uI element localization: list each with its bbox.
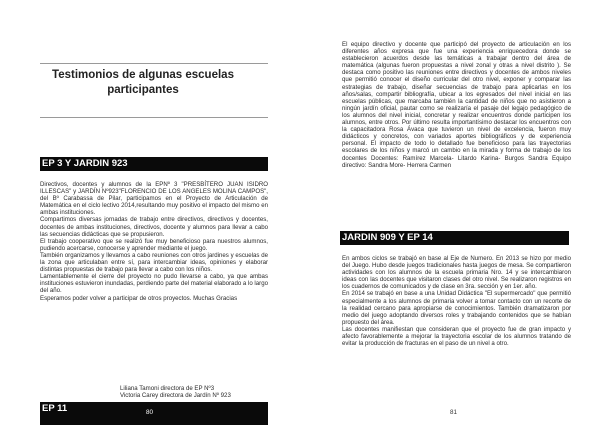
page-number: 81 <box>450 409 458 416</box>
section-paragraph: Las docentes manifiestan que consideran que el proyecto fue de gran impacto y afecto favorablemente a mejorar la trayectoria escolar de los alumnos tratando de evitar la producción de fracturas en el paso de un nivel a otro. <box>342 325 571 348</box>
page-number: 80 <box>146 409 154 416</box>
section1-paragraph: Compartimos diversas jornadas de trabajo entre directivos, directivos y docentes, docentes de ambas instituciones, directivos, docente y alumnos para llevar a cabo las secuencias didácticas que se propusieron. <box>40 216 268 238</box>
section1-body <box>40 181 268 302</box>
right-page <box>300 0 600 425</box>
section-paragraph: En ambos ciclos se trabajó en base al Eje de Numero. En 2013 se hizo por medio del Juego. Hubo desde juegos tradicionales hasta juegos de mesa. Se compartieron actividades con los alumnos de la escuela primaria Nro. 14 y se intercambiaron ideas con las docentes que visitaron clases del otro nivel. Se realizaron registros en los cuadernos de comunicados y de clase en 3ra. sección y en 1er. año. <box>342 255 571 291</box>
signature-line: Liliana Tamoni directora de EP Nº3 <box>120 385 215 392</box>
section1-paragraph: También organizamos y llevamos a cabo reuniones con otros jardines y escuelas de la zona que articulaban entre sí, para intercambiar ideas, opiniones y elaborar distintas propuestas de trabajo para llevar a cabo con los niños. <box>40 251 268 274</box>
intro-body <box>342 41 571 169</box>
intro-paragraph: El equipo directivo y docente que participó del proyecto de articulación en los diferentes años expresa que fue una experiencia enriquecedora donde se establecieron acuerdos desde las temáticas a trabajar dentro del área de matemática (algunas fueron propuestas a nivel zonal y otras a nivel distrito ). Se destaca como positivo las reuniones entre directivos y docentes de ambos niveles que permitió conocer el diseño curricular del otro nivel, exponer y comparar las estrategias de trabajo, diseñar secuencias de trabajo para aplicarlas en los años/salas, compartir bibliografía, ubicar a los egresados del nivel inicial en las escuelas públicas, que marcaba también la cantidad de niños que no asistieron a ningún jardín oficial, pautar como se realizaría el pasaje del legajo pedagógico de los alumnos del nivel inicial, concretar y realizar encuentros donde participen los alumnos, entre otros. Por último resulta importantísimo destacar los encuentros con la capacitadora Rosa Ávaca que tuvieron un nivel de excelencia, fueron muy didácticos y concretos, con variados aportes bibliográficos y de experiencia personal. El impacto de todo lo detallado fue beneficioso para las trayectorias escolares de los niños y marcó un cambio en la mirada y forma de trabajo de los docentes Docentes: Ramírez Marcela- Litardo Karina- Burgos Sandra Equipo directivo: Sandra More- Herrera Carmen <box>342 41 571 169</box>
section-paragraph: En 2014 se trabajó en base a una Unidad Didáctica "El supermercado" que permitió especialmente a los alumnos de primaria volver a tomar contacto con un recorte de la realidad cercano para apropiarse de conocimientos. También dramatizaron por medio del juego adoptando diversos roles y trabajando contenidos que se habían propuesto del área. <box>342 290 571 326</box>
signature-line: Victoria Carey directora de Jardín Nº 923 <box>120 392 231 399</box>
title-top-rule <box>40 63 268 64</box>
section-header-jardin909-ep14: JARDIN 909 Y EP 14 <box>340 231 569 245</box>
section1-paragraph: Esperamos poder volver a participar de otros proyectos. Muchas Gracias <box>40 294 238 302</box>
section-header-ep3-jardin923: EP 3 Y JARDIN 923 <box>40 157 268 171</box>
page-title: Testimonios de algunas escuelas participantes <box>52 69 234 96</box>
section-header-ep11: EP 11 <box>40 402 268 425</box>
section1-paragraph: Directivos, docentes y alumnos de la EPNº 3 "PRESBÍTERO JUAN ISIDRO ILLESCAS" y JARDÍN Nº923"FLORENCIO DE LOS ANGELES MOLINA CAMPOS", del Bº Carabassa de Pilar, participamos en el Proyecto de Articulación de Matemática en el ciclo lectivo 2014,resultando muy positivo el impacto del mismo en ambas instituciones. <box>40 181 268 217</box>
title-bottom-rule <box>40 117 268 118</box>
section-body <box>342 255 571 347</box>
section1-paragraph: Lamentablemente el cierre del proyecto no pudo llevarse a cabo, ya que ambas instituciones estuvieron inundadas, perdiendo parte del material elaborado a lo largo del año. <box>40 273 268 295</box>
section1-paragraph: El trabajo cooperativo que se realizó fue muy beneficioso para nuestros alumnos, pudiendo acercarse, conocerse y aprender mediante el juego. <box>40 237 268 252</box>
